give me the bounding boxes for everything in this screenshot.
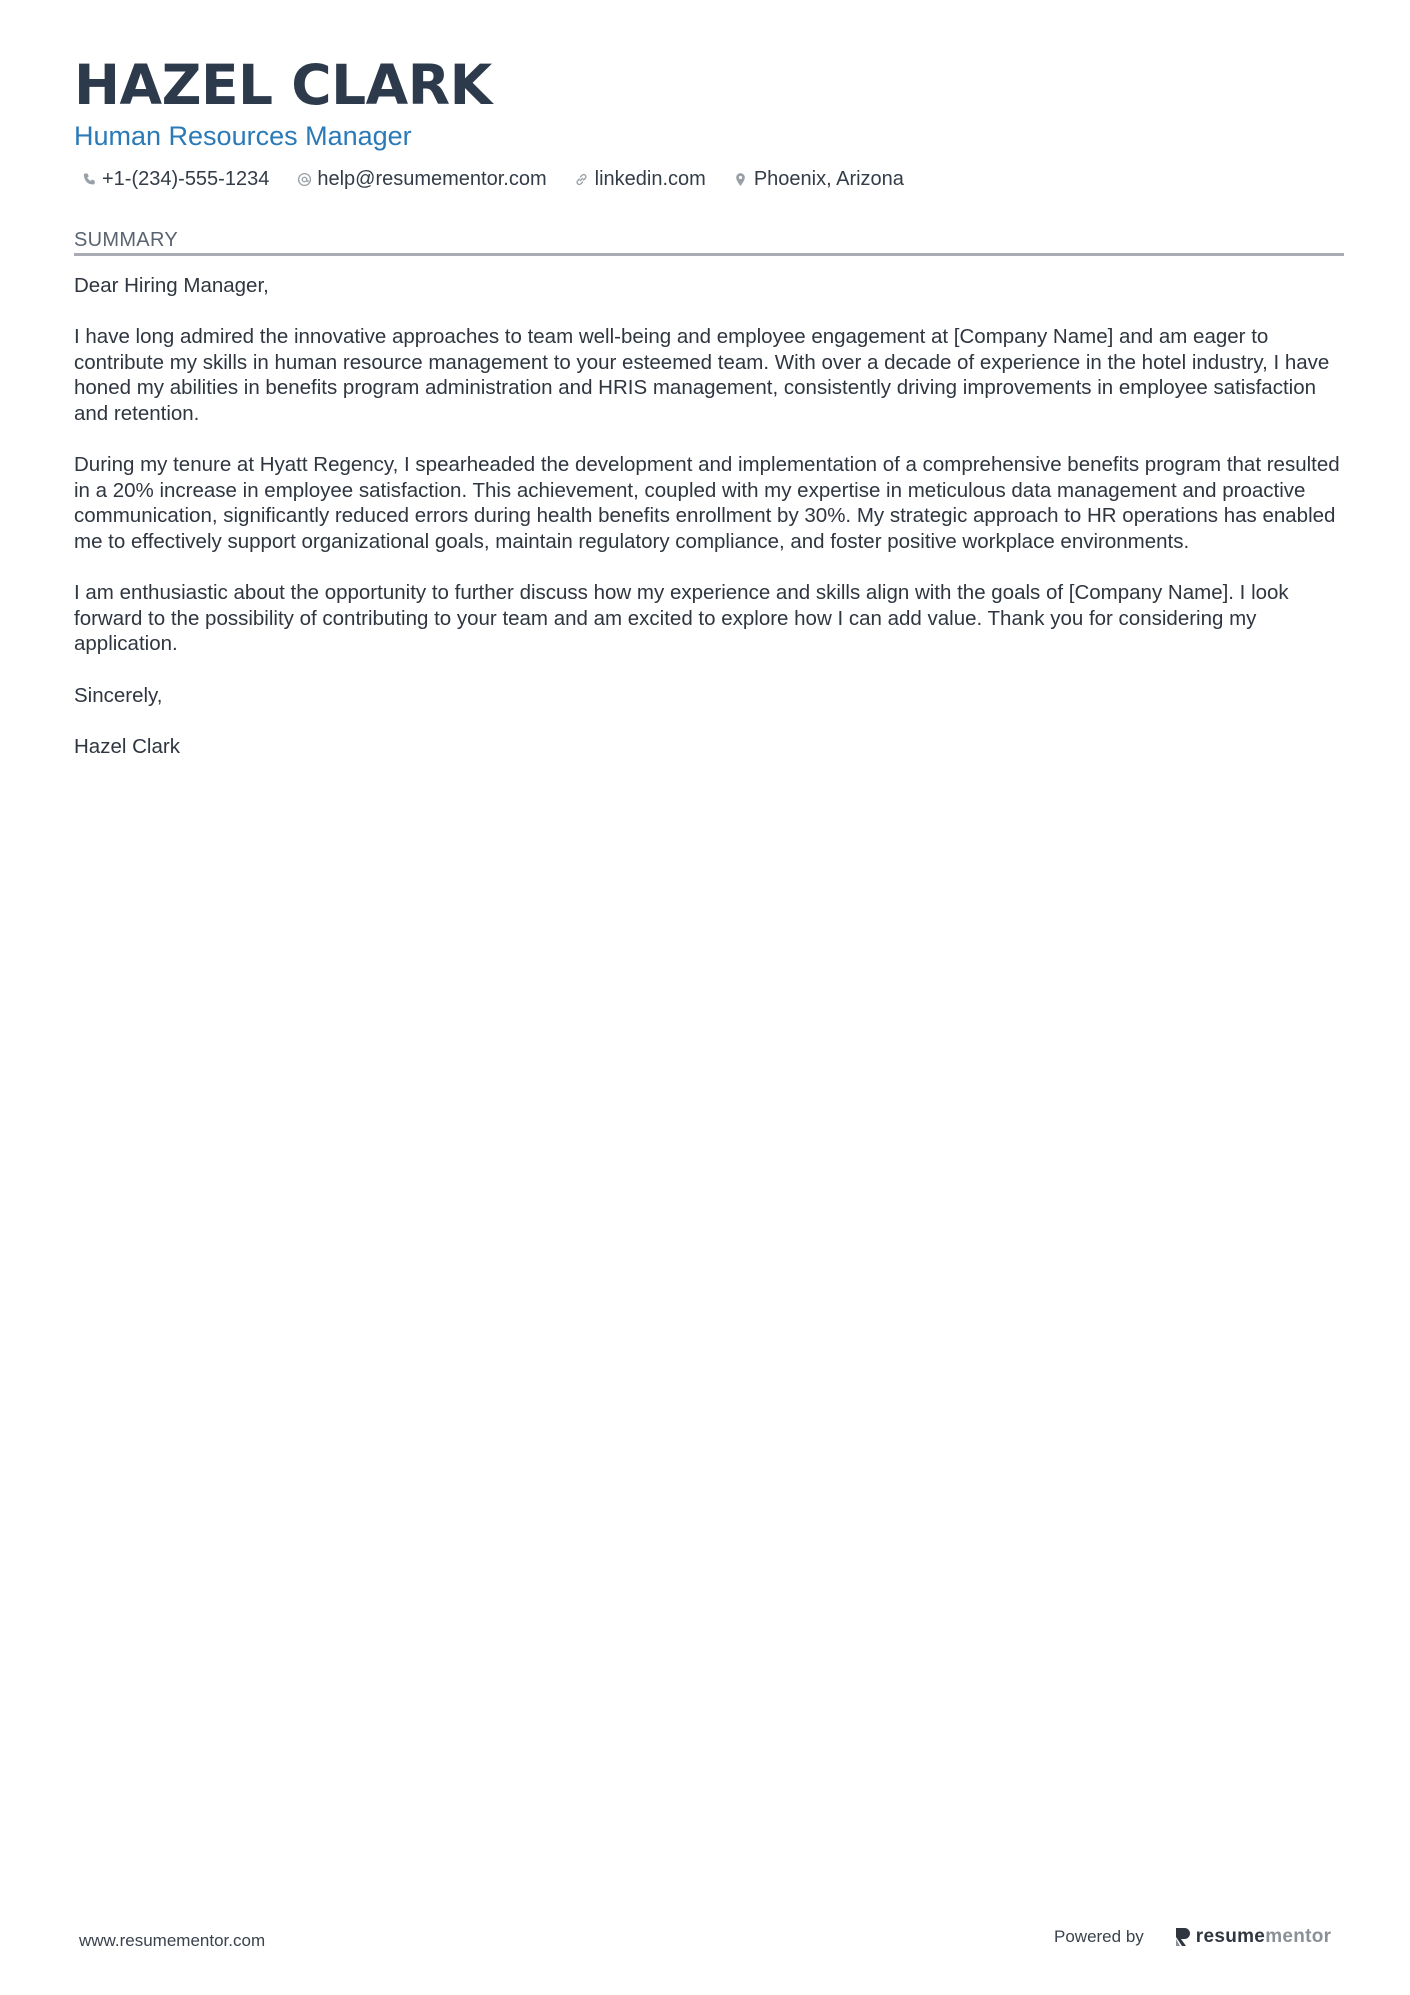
contact-location [732,168,904,191]
contact-linkedin[interactable] [573,168,706,191]
brand-wordmark [1196,1926,1332,1948]
closing: Sincerely, [74,683,163,707]
at-icon [295,171,313,189]
phone-icon [80,171,98,189]
contact-phone [80,168,269,191]
letter-paragraph: During my tenure at Hyatt Regency, I spearheaded the development and implementation of a comprehensive benefits program that resulted in a 20% increase in employee satisfaction. This achievement, coupled with my expertise in meticulous data management and proactive communication, significantly reduced errors during health benefits enrollment by 30%. My strategic approach to HR operations has enabled me to effectively support organizational goals, maintain regulatory compliance, and foster positive workplace environments. [74,453,1340,553]
candidate-name: HAZEL CLARK [74,53,492,117]
summary-heading: SUMMARY [74,229,178,251]
footer-branding [1054,1926,1331,1948]
resumementor-logo-icon [1174,1927,1192,1947]
brand-wordmark-part2: mentor [1265,1926,1332,1947]
powered-by-label: Powered by [1054,1927,1144,1946]
phone-text: +1-(234)-555-1234 [102,168,270,190]
linkedin-text: linkedin.com [594,168,706,190]
letter-body [74,273,1344,785]
signature: Hazel Clark [74,734,180,758]
contact-bar [80,168,930,191]
brand-logo[interactable] [1174,1926,1332,1948]
salutation: Dear Hiring Manager, [74,274,269,297]
link-icon [573,171,591,189]
letter-paragraph: I have long admired the innovative approaches to team well-being and employee engagement at [Company Name] and am eager to contribute my skills in human resource management to your esteemed team. With over a decade of experience in the hotel industry, I have honed my abilities in benefits program administration and HRIS management, consistently driving improvements in employee satisfaction and retention. [74,325,1330,425]
footer-website[interactable]: www.resumementor.com [79,1931,266,1950]
email-text: help@resumementor.com [317,168,547,190]
letter-paragraph: I am enthusiastic about the opportunity to further discuss how my experience and skills align with the goals of [Company Name]. I look forward to the possibility of contributing to your team and am excited to explore how I can add value. Thank you for considering my application. [74,581,1289,656]
section-divider [74,253,1344,256]
contact-email[interactable] [295,168,546,191]
brand-wordmark-part1: resume [1195,1926,1266,1947]
job-title: Human Resources Manager [74,121,412,151]
location-pin-icon [732,171,750,189]
location-text: Phoenix, Arizona [753,168,904,190]
